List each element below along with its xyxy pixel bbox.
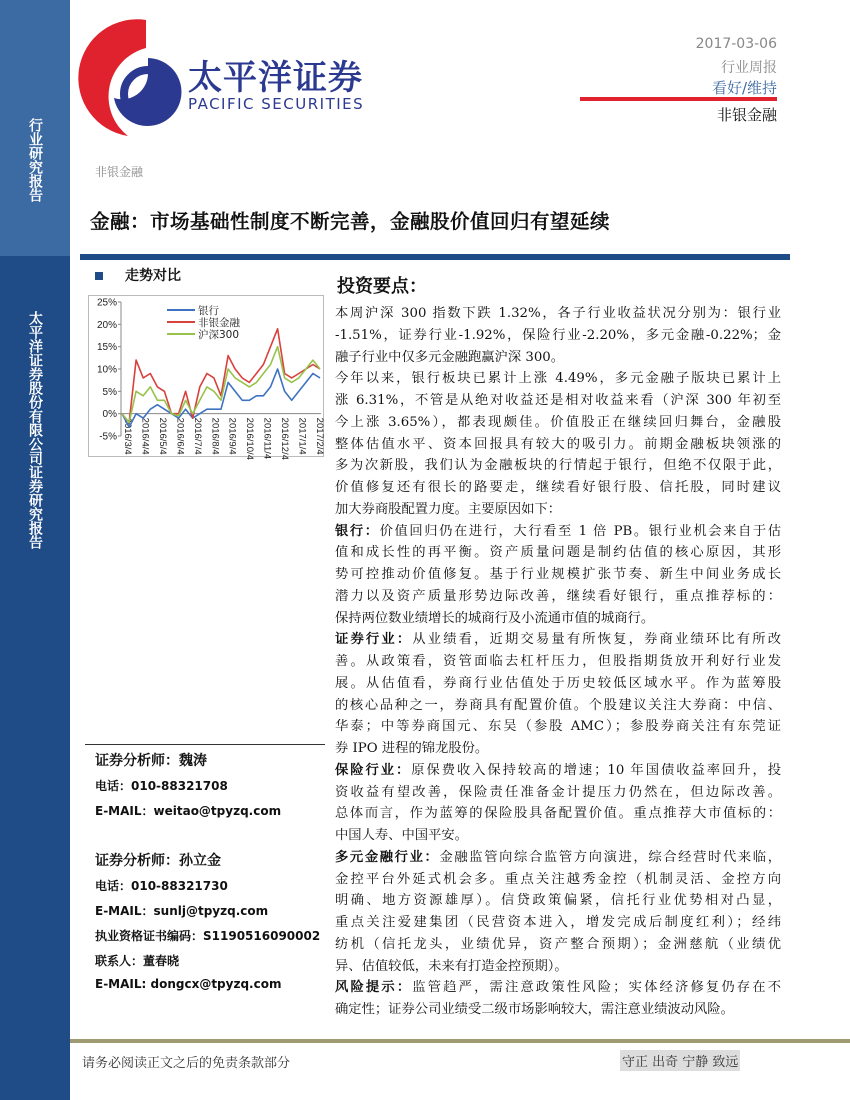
paragraph-line bbox=[335, 542, 781, 564]
trend-chart bbox=[88, 295, 325, 460]
x-tick-label: 2017/2/4 bbox=[314, 417, 325, 455]
paragraph-line bbox=[335, 695, 781, 717]
analyst-2-phone: 电话：010-88321730 bbox=[95, 879, 228, 893]
paragraph-text: 潜力以及资产质量形势边际改善，继续看好银行，重点推荐标的： bbox=[335, 588, 781, 604]
footer-divider bbox=[70, 1039, 850, 1043]
paragraph-text: 原保费收入保持较高的增速；10 年国债收益率回升，投 bbox=[411, 762, 781, 778]
paragraph-text: 今上涨 3.65%），都表现颇佳。价值股正在继续回归舞台，金融股 bbox=[335, 414, 781, 430]
paragraph-line bbox=[335, 608, 781, 630]
paragraph-text: 确定性；证券公司业绩受二级市场影响较大，需注意业绩波动风险。 bbox=[335, 1002, 734, 1017]
paragraph-text: 善。从政策看，资管面临去杠杆压力，但股指期货放开利好行业发 bbox=[335, 654, 781, 669]
paragraph-line bbox=[335, 434, 781, 456]
paragraph-text: 涨 6.31%，不管是从绝对收益还是相对收益来看（沪深 300 年初至 bbox=[335, 393, 781, 408]
paragraph-line bbox=[335, 803, 781, 825]
paragraph-line bbox=[335, 586, 781, 608]
paragraph-text: 的核心品种之一，券商具有配置价值。个股建议关注大券商：中信、 bbox=[335, 697, 781, 713]
paragraph-line bbox=[335, 477, 781, 499]
rating: 看好/维持 bbox=[711, 79, 777, 97]
paragraph-line bbox=[335, 629, 781, 651]
footer-disclaimer[interactable]: 请务必阅读正文之后的免责条款部分 bbox=[82, 1056, 291, 1071]
paragraph-line bbox=[335, 782, 781, 804]
y-tick-label: 5% bbox=[102, 386, 117, 398]
paragraph-label: 证券行业： bbox=[335, 632, 413, 648]
paragraph-line bbox=[335, 347, 781, 369]
paragraph-line bbox=[335, 390, 781, 412]
paragraph-line bbox=[335, 499, 781, 521]
paragraph-line bbox=[335, 716, 781, 738]
paragraph-line bbox=[335, 455, 781, 477]
paragraph-line bbox=[335, 999, 781, 1021]
sidebar-company-label: 太平洋证券股份有限公司证券研究报告 bbox=[27, 311, 43, 549]
paragraph-text: 整体估值水平、资本回报具有较大的吸引力。前期金融板块领涨的 bbox=[335, 436, 781, 452]
paragraph-text: 价值回归仍在进行，大行看至 1 倍 PB。银行业机会来自于估 bbox=[379, 523, 782, 539]
paragraph-text: 监管趋严，需注意政策性风险；实体经济修复仍存在不 bbox=[412, 980, 782, 996]
x-tick-label: 2016/8/4 bbox=[209, 417, 221, 455]
paragraph-line bbox=[335, 673, 781, 695]
logo-name-cn: 太平洋证券 bbox=[188, 58, 363, 98]
header-divider bbox=[580, 97, 777, 101]
paragraph-text: 今年以来，银行板块已累计上涨 4.49%，多元金融子版块已累计上 bbox=[335, 371, 781, 387]
logo-name-en: PACIFIC SECURITIES bbox=[188, 95, 365, 113]
y-tick-label: 10% bbox=[96, 364, 117, 376]
bullet-square-icon bbox=[95, 272, 103, 280]
y-tick-label: 25% bbox=[96, 297, 117, 309]
paragraph-line bbox=[335, 564, 781, 586]
paragraph-line bbox=[335, 912, 781, 934]
investment-body bbox=[335, 303, 781, 1021]
paragraph-line bbox=[335, 651, 781, 673]
paragraph-text: 纺机（信托龙头，业绩优异，资产整合预期）；金洲慈航（业绩优 bbox=[335, 936, 781, 952]
paragraph-text: 总体而言，作为蓝筹的保险股具备配置价值。重点推荐大市值标的： bbox=[335, 806, 781, 822]
paragraph-text: 金融监管向综合监管方向演进，综合经营时代来临， bbox=[439, 849, 782, 865]
paragraph-line bbox=[335, 412, 781, 434]
paragraph-text: 券 IPO 进程的锦龙股份。 bbox=[335, 741, 489, 756]
x-tick-label: 2016/5/4 bbox=[156, 417, 168, 455]
logo-emblem-icon bbox=[88, 18, 188, 140]
paragraph-label: 风险提示： bbox=[335, 980, 413, 996]
paragraph-line bbox=[335, 325, 781, 347]
paragraph-text: 展。从估值看，券商行业估值处于历史较低区域水平。作为蓝筹股 bbox=[335, 675, 781, 691]
paragraph-label: 银行： bbox=[335, 523, 380, 539]
paragraph-line bbox=[335, 738, 781, 760]
footer-motto: 守正 出奇 宁静 致远 bbox=[620, 1050, 740, 1071]
paragraph-line bbox=[335, 760, 781, 782]
analyst-2-cert: 执业资格证书编码：S1190516090002 bbox=[95, 929, 321, 943]
analyst-2-title: 证券分析师：孙立金 bbox=[95, 853, 221, 869]
paragraph-text: 华泰；中等券商国元、东吴（参股 AMC）；参股券商关注有东莞证 bbox=[335, 719, 781, 735]
paragraph-line bbox=[335, 521, 781, 543]
paragraph-text: 重点关注爱建集团（民营资本进入，增发完成后制度红利）；经纬 bbox=[335, 915, 781, 930]
x-tick-label: 2016/12/4 bbox=[279, 417, 291, 460]
y-tick-label: 20% bbox=[96, 319, 117, 331]
paragraph-label: 多元金融行业： bbox=[335, 849, 440, 865]
trend-heading-text: 走势对比 bbox=[125, 268, 181, 284]
paragraph-text: 资收益有望改善，保险责任准备金计提压力仍然在，但边际改善。 bbox=[335, 784, 781, 800]
paragraph-text: 异、估值较低，未来有打造金控预期）。 bbox=[335, 958, 568, 974]
x-tick-label: 2016/4/4 bbox=[139, 417, 151, 455]
legend-label: 非银金融 bbox=[198, 317, 240, 329]
paragraph-line bbox=[335, 890, 781, 912]
trend-heading bbox=[95, 265, 181, 285]
paragraph-line bbox=[335, 956, 781, 978]
y-tick-label: 0% bbox=[102, 409, 117, 421]
paragraph-text: 融子行业中仅多元金融跑赢沪深 300。 bbox=[335, 349, 565, 365]
paragraph-label: 保险行业： bbox=[335, 762, 412, 778]
analyst-1-phone: 电话：010-88321708 bbox=[95, 779, 228, 793]
paragraph-line bbox=[335, 825, 781, 847]
analyst-divider bbox=[85, 744, 325, 745]
y-tick-label: 15% bbox=[96, 342, 117, 354]
paragraph-line bbox=[335, 977, 781, 999]
paragraph-text: 中国人寿、中国平安。 bbox=[335, 828, 468, 843]
paragraph-text: 明确、地方资源雄厚）。信贷政策偏紧，信托行业优势相对凸显， bbox=[335, 893, 781, 909]
report-title: 金融：市场基础性制度不断完善，金融股价值回归有望延续 bbox=[90, 210, 611, 233]
paragraph-text: -1.51%，证券行业-1.92%，保险行业-2.20%，多元金融-0.22%；金 bbox=[335, 327, 781, 343]
paragraph-line bbox=[335, 303, 781, 325]
legend-label: 沪深300 bbox=[198, 329, 240, 341]
paragraph-text: 从业绩看，近期交易量有所恢复，券商业绩环比有所改 bbox=[412, 632, 782, 648]
analyst-1-email[interactable]: E-MAIL：weitao@tpyzq.com bbox=[95, 804, 282, 818]
sidebar-report-type: 行业研究报告 bbox=[27, 118, 43, 202]
analyst-2-email[interactable]: E-MAIL：sunlj@tpyzq.com bbox=[95, 904, 269, 918]
paragraph-text: 势可控推动价值修复。基于行业规模扩张节奏、新生中间业务成长 bbox=[335, 567, 781, 582]
paragraph-text: 加大券商股配置力度。主要原因如下： bbox=[335, 501, 562, 517]
x-tick-label: 2017/1/4 bbox=[296, 417, 308, 455]
x-tick-label: 2016/3/4 bbox=[122, 417, 133, 455]
paragraph-text: 值和成长性的再平衡。资产质量问题是制约估值的核心原因，其形 bbox=[335, 545, 781, 561]
paragraph-line bbox=[335, 934, 781, 956]
legend-label: 银行 bbox=[198, 305, 219, 317]
paragraph-text: 价值修复还有很长的路要走，继续看好银行股、信托股，同时建议 bbox=[335, 480, 781, 495]
series-line-2 bbox=[122, 347, 320, 423]
x-tick-label: 2016/11/4 bbox=[261, 417, 273, 460]
paragraph-line bbox=[335, 368, 781, 390]
paragraph-text: 本周沪深 300 指数下跌 1.32%，各子行业收益状况分别为：银行业 bbox=[335, 306, 781, 321]
paragraph-text: 金控平台外延式机会多。重点关注越秀金控（机制灵活、金控方向 bbox=[335, 871, 781, 887]
paragraph-line bbox=[335, 869, 781, 891]
paragraph-text: 多为次新股，我们认为金融板块的行情起于银行，但绝不仅限于此， bbox=[335, 458, 781, 474]
contact-name: 联系人：董春晓 bbox=[95, 954, 180, 968]
report-date: 2017-03-06 bbox=[695, 36, 777, 52]
x-tick-label: 2016/10/4 bbox=[244, 417, 256, 460]
paragraph-line bbox=[335, 847, 781, 869]
y-tick-label: -5% bbox=[99, 431, 117, 443]
title-divider bbox=[80, 254, 790, 260]
trend-chart-svg bbox=[89, 296, 325, 460]
paragraph-text: 保持两位数业绩增长的城商行及小流通市值的城商行。 bbox=[335, 610, 655, 626]
x-tick-label: 2016/7/4 bbox=[191, 417, 203, 455]
report-type: 行业周报 bbox=[721, 60, 777, 76]
analyst-1-title: 证券分析师：魏涛 bbox=[95, 753, 207, 769]
sector-small-label: 非银金融 bbox=[95, 165, 144, 179]
investment-heading: 投资要点： bbox=[337, 276, 427, 297]
company-logo bbox=[88, 18, 368, 140]
sector: 非银金融 bbox=[716, 106, 777, 124]
x-tick-label: 2016/9/4 bbox=[226, 417, 238, 455]
contact-email[interactable]: E-MAIL: dongcx@tpyzq.com bbox=[95, 977, 282, 991]
x-tick-label: 2016/6/4 bbox=[174, 417, 186, 455]
